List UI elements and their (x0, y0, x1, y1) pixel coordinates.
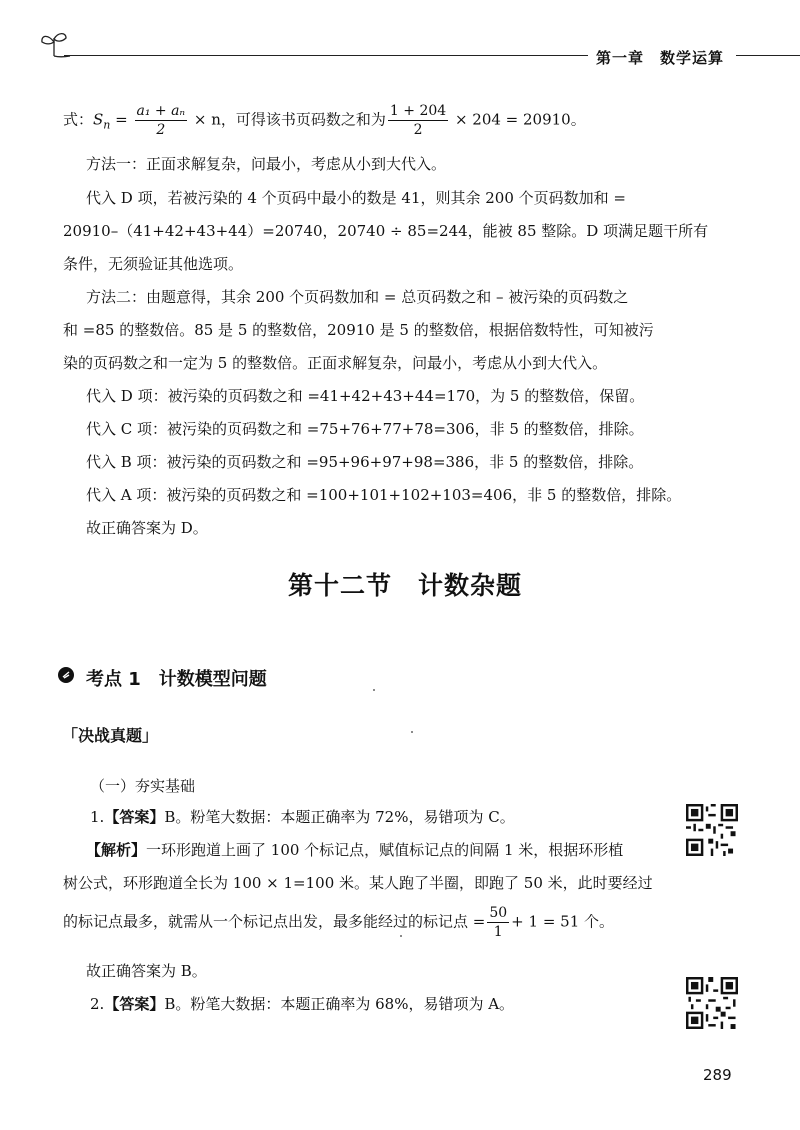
q1-analysis-fraction-line (63, 905, 614, 940)
fraction-denominator: 2 (156, 122, 166, 138)
qr-code-icon[interactable] (686, 977, 738, 1029)
paragraph-line: 条件，无须验证其他选项。 (63, 255, 244, 273)
sprout-leaf-icon (38, 30, 72, 58)
formula-text: × n，可得该书页码数之和为 (189, 110, 386, 129)
option-a-line: 代入 A 项：被污染的页码数之和 =100+101+102+103=406，非 5 的整数倍，排除。 (86, 486, 682, 504)
page-number: 289 (703, 1066, 732, 1084)
chapter-header: 第一章 数学运算 (596, 49, 725, 67)
q1-analysis-line: 树公式，环形跑道全长为 100 × 1=100 米。某人跑了半圈，即跑了 50 米，此时要经过 (63, 874, 653, 892)
q1-conclusion: 故正确答案为 B。 (86, 962, 207, 980)
formula-result: × 204 = 20910。 (450, 110, 586, 129)
header-rule-left (64, 55, 588, 56)
qr-code-icon[interactable] (686, 804, 738, 856)
analysis-tag: 【解析】 (86, 841, 147, 859)
fraction-denominator: 2 (413, 122, 423, 138)
fraction-denominator: 1 (493, 924, 503, 940)
q1-analysis-line (86, 843, 623, 858)
kaodian-heading: 考点 1 计数模型问题 (86, 669, 267, 690)
q1-answer-line (90, 810, 515, 825)
q1-answer-text: B。粉笔大数据：本题正确率为 72%，易错项为 C。 (164, 808, 515, 826)
q2-number: 2. (90, 995, 105, 1013)
header-rule-right (736, 55, 800, 56)
fraction-sum-formula (135, 103, 188, 138)
method-two-line: 方法二：由题意得，其余 200 个页码数加和 = 总页码数之和 – 被污染的页码数之 (86, 288, 629, 306)
fraction-50-over-1 (487, 905, 509, 940)
method-one-line: 方法一：正面求解复杂，问最小，考虑从小到大代入。 (86, 155, 447, 173)
option-b-line: 代入 B 项：被污染的页码数之和 =95+96+97+98=386，非 5 的整数倍，排除。 (86, 453, 644, 471)
q1-analysis-text: + 1 = 51 个。 (511, 912, 615, 931)
option-d-line: 代入 D 项：被污染的页码数之和 =41+42+43+44=170，为 5 的整数倍，保留。 (86, 387, 645, 405)
formula-line (63, 103, 586, 138)
fraction-numerator: 50 (489, 905, 508, 921)
answer-tag: 【答案】 (104, 808, 165, 826)
fraction-numerator: 1 + 204 (389, 103, 447, 119)
formula-lhs: S (93, 110, 104, 129)
subsection-heading: （一）夯实基础 (90, 777, 196, 795)
fraction-numerator: a₁ + aₙ (136, 103, 186, 119)
q2-answer-text: B。粉笔大数据：本题正确率为 68%，易错项为 A。 (164, 995, 515, 1013)
scan-speck (400, 935, 402, 937)
paragraph-line: 代入 D 项，若被污染的 4 个页码中最小的数是 41，则其余 200 个页码数加和 = (86, 189, 627, 207)
formula-prefix: 式： (63, 110, 94, 129)
formula-lhs-sub: n (103, 118, 111, 132)
section-title: 第十二节 计数杂题 (288, 571, 523, 600)
option-c-line: 代入 C 项：被污染的页码数之和 =75+76+77+78=306，非 5 的整数倍，排除。 (86, 420, 644, 438)
formula-eq: = (110, 110, 133, 129)
fraction-page-sum (388, 103, 448, 138)
q1-analysis-text: 的标记点最多，就需从一个标记点出发，最多能经过的标记点 = (63, 912, 486, 931)
paragraph-line: 染的页码数之和一定为 5 的整数倍。正面求解复杂，问最小，考虑从小到大代入。 (63, 354, 608, 372)
paragraph-line: 20910–（41+42+43+44）=20740，20740 ÷ 85=244，能被 85 整除。D 项满足题干所有 (63, 222, 709, 240)
paragraph-line: 和 =85 的整数倍。85 是 5 的整数倍，20910 是 5 的整数倍，根据倍数特性，可知被污 (63, 321, 654, 339)
q1-number: 1. (90, 808, 105, 826)
q1-analysis-text: 一环形跑道上画了 100 个标记点，赋值标记点的间隔 1 米，根据环形植 (146, 841, 624, 859)
bullet-icon (58, 667, 74, 683)
juezhan-label: 「决战真题」 (62, 726, 159, 745)
scan-speck (411, 731, 413, 733)
q2-answer-line (90, 997, 514, 1012)
scan-speck (373, 689, 375, 691)
answer-conclusion: 故正确答案为 D。 (86, 519, 208, 537)
answer-tag: 【答案】 (104, 995, 165, 1013)
